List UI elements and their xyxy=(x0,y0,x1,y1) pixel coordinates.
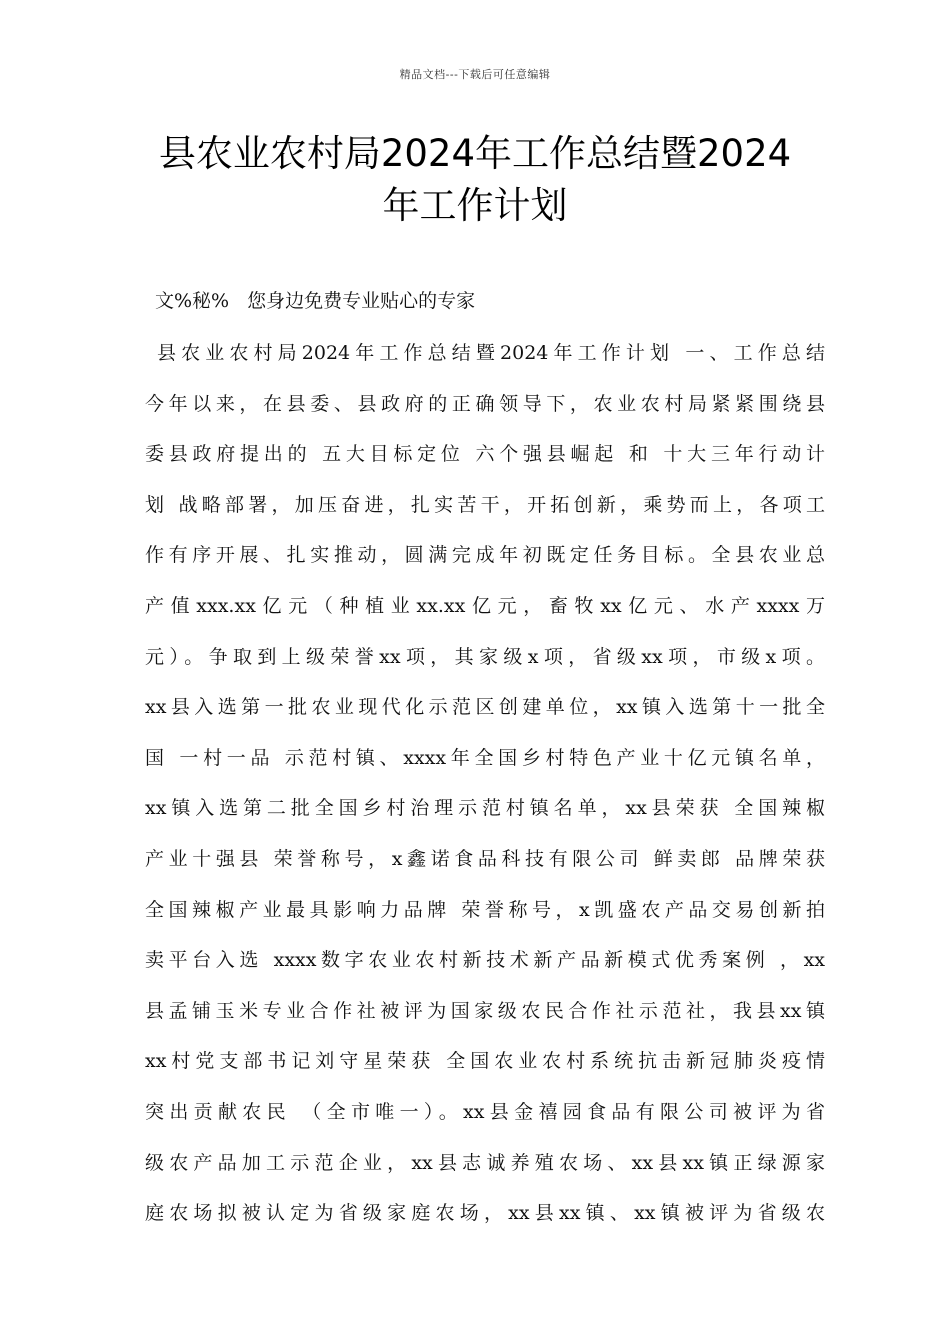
title-line-1: 县农业农村局2024年工作总结暨2024 xyxy=(158,132,792,175)
body-line: 国 一村一品 示范村镇、xxxx年全国乡村特色产业十亿元镇名单， xyxy=(145,746,825,769)
title-line-2: 年工作计划 xyxy=(382,184,568,227)
body-line: 作有序开展、扎实推动，圆满完成年初既定任务目标。全县农业总 xyxy=(145,544,825,567)
body-line: 卖平台入选 xxxx数字农业农村新技术新产品新模式优秀案例 ，xx xyxy=(145,949,825,972)
body-line: 县农业农村局2024年工作总结暨2024年工作计划 一、工作总结 xyxy=(157,342,825,364)
body-line: 产业十强县 荣誉称号，x鑫诺食品科技有限公司 鲜卖郎 品牌荣获 xyxy=(145,847,825,870)
body-line: 划 战略部署，加压奋进，扎实苦干，开拓创新，乘势而上，各项工 xyxy=(145,493,825,516)
body-line: 突出贡献农民 （全市唯一）。xx县金禧园食品有限公司被评为省 xyxy=(145,1100,825,1123)
body-line: 委县政府提出的 五大目标定位 六个强县崛起 和 十大三年行动计 xyxy=(145,443,825,466)
body-line: 庭农场拟被认定为省级家庭农场，xx县xx镇、xx镇被评为省级农 xyxy=(145,1202,825,1225)
body-line: xx镇入选第二批全国乡村治理示范村镇名单，xx县荣获 全国辣椒 xyxy=(145,797,825,820)
body-line: xx村党支部书记刘守星荣获 全国农业农村系统抗击新冠肺炎疫情 xyxy=(145,1050,825,1073)
body-line: 级农产品加工示范企业，xx县志诚养殖农场、xx县xx镇正绿源家 xyxy=(145,1151,825,1174)
body-line: 全国辣椒产业最具影响力品牌 荣誉称号，x凯盛农产品交易创新拍 xyxy=(145,898,825,921)
body-text xyxy=(145,337,825,1248)
body-line: 县孟铺玉米专业合作社被评为国家级农民合作社示范社，我县xx镇 xyxy=(145,999,825,1022)
byline-slogan: 您身边免费专业贴心的专家 xyxy=(247,290,476,312)
byline-source: 文%秘% xyxy=(155,290,230,312)
header-note: 精品文档---下载后可任意编辑 xyxy=(399,68,551,81)
body-line: 产值xxx.xx亿元（种植业xx.xx亿元，畜牧xx亿元、水产xxxx万 xyxy=(145,594,825,617)
body-line: 今年以来，在县委、县政府的正确领导下，农业农村局紧紧围绕县 xyxy=(145,392,825,415)
byline xyxy=(155,287,475,315)
document-title xyxy=(100,128,850,232)
body-line: xx县入选第一批农业现代化示范区创建单位，xx镇入选第十一批全 xyxy=(145,696,825,719)
body-line: 元）。争取到上级荣誉xx项，其家级x项，省级xx项，市级x项。 xyxy=(145,645,825,668)
